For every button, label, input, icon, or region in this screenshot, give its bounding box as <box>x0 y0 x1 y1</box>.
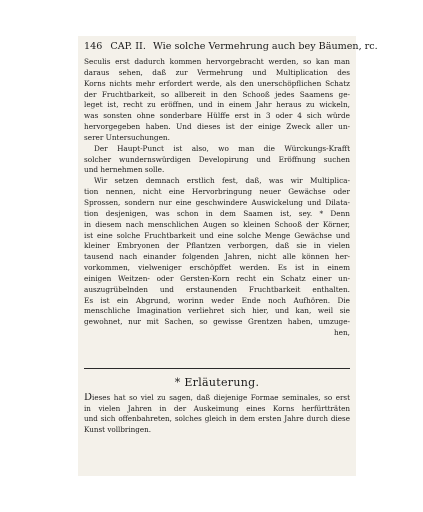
text-line: solcher wundernswürdigen Developirung und Eröffnung suchen <box>84 154 350 164</box>
text-line: und hernehmen solle. <box>84 165 165 175</box>
page-number: 146 <box>84 41 103 52</box>
text-line: tion desjenigen, was schon in dem Saamen ist, sey. * Denn <box>84 208 350 218</box>
text-line: Seculis erst dadurch kommen hervorgebracht werden, so kan man <box>84 57 350 66</box>
text-line: vorkommen, vielweniger erschöpffet werden. Es ist in einem <box>84 263 350 273</box>
text-line: Sprossen, sondern nur eine geschwindere Auswickelung und Dilata- <box>84 197 350 207</box>
text-line: serer Untersuchungen. <box>84 132 170 142</box>
note-line: und sich offenbahreten, solches gleich in dem ersten Jahre durch diese <box>84 414 350 424</box>
note-line: in vielen Jahren in der Auskeimung eines Korns herfürtträten <box>84 403 350 413</box>
note-line: Dieses hat so viel zu sagen, daß diejenige Formae seminales, so erst <box>84 393 350 403</box>
chapter-label: CAP. II. <box>110 41 146 52</box>
note-line: Kunst vollbringen. <box>84 424 152 434</box>
text-line: tausend nach einander folgenden Jahren, nicht alle können her- <box>84 252 350 262</box>
text-line: in diesem nach menschlichen Augen so kleinen Schooß der Körner, <box>84 219 350 229</box>
running-header <box>84 40 378 54</box>
text-line: ist eine solche Fruchtbarkeit und eine solche Menge Gewächse und <box>84 230 350 240</box>
text-line: menschliche Imagination verliehret sich hier, und kan, weil sie <box>84 306 350 316</box>
text-line: kleiner Embryonen der Pflantzen verborgen, daß sie in vielen <box>84 241 350 251</box>
note-text <box>84 393 350 435</box>
text-line: daraus sehen, daß zur Vermehrung und Multiplication des <box>84 67 350 77</box>
running-title: Wie solche Vermehrung auch bey Bäumen, rc. <box>152 41 378 52</box>
note-title: * Erläuterung. <box>174 376 260 389</box>
text-line: hen, <box>333 328 350 338</box>
text-line: leget ist, recht zu eröffnen, und in einem Jahr heraus zu wickeln, <box>84 100 350 110</box>
text-line: Es ist ein Abgrund, worinn weder Ende noch Aufhören. Die <box>84 295 350 305</box>
text-line: gewohnet, nur mit Sachen, so gewisse Grentzen haben, umzuge- <box>84 317 350 327</box>
text-line: was sonsten ohne sonderbare Hülffe erst in 3 oder 4 sich würde <box>84 111 350 121</box>
text-line: tion nennen, nicht eine Hervorbringung neuer Gewächse oder <box>84 187 350 197</box>
text-line: auszugrübelnden und erstaunenden Fruchtbarkeit enthalten. <box>84 284 350 294</box>
footnote-divider <box>84 368 350 369</box>
main-text <box>84 57 350 339</box>
text-line: hervorgegeben haben. Und dieses ist der einige Zweck aller un- <box>84 122 350 132</box>
text-line: Wir setzen demnach erstlich fest, daß, was wir Multiplica- <box>94 176 350 186</box>
text-line: Der Haupt-Punct ist also, wo man die Würckungs-Krafft <box>94 143 350 153</box>
text-line: der Fruchtbarkeit, so allbereit in den Schooß jedes Saamens ge- <box>84 89 350 99</box>
text-line: Korns nichts mehr erfordert werde, als den unerschöpflichen Schatz <box>84 78 350 88</box>
text-line: einigen Weitzen- oder Gersten-Korn recht ein Schatz einer un- <box>84 273 350 283</box>
